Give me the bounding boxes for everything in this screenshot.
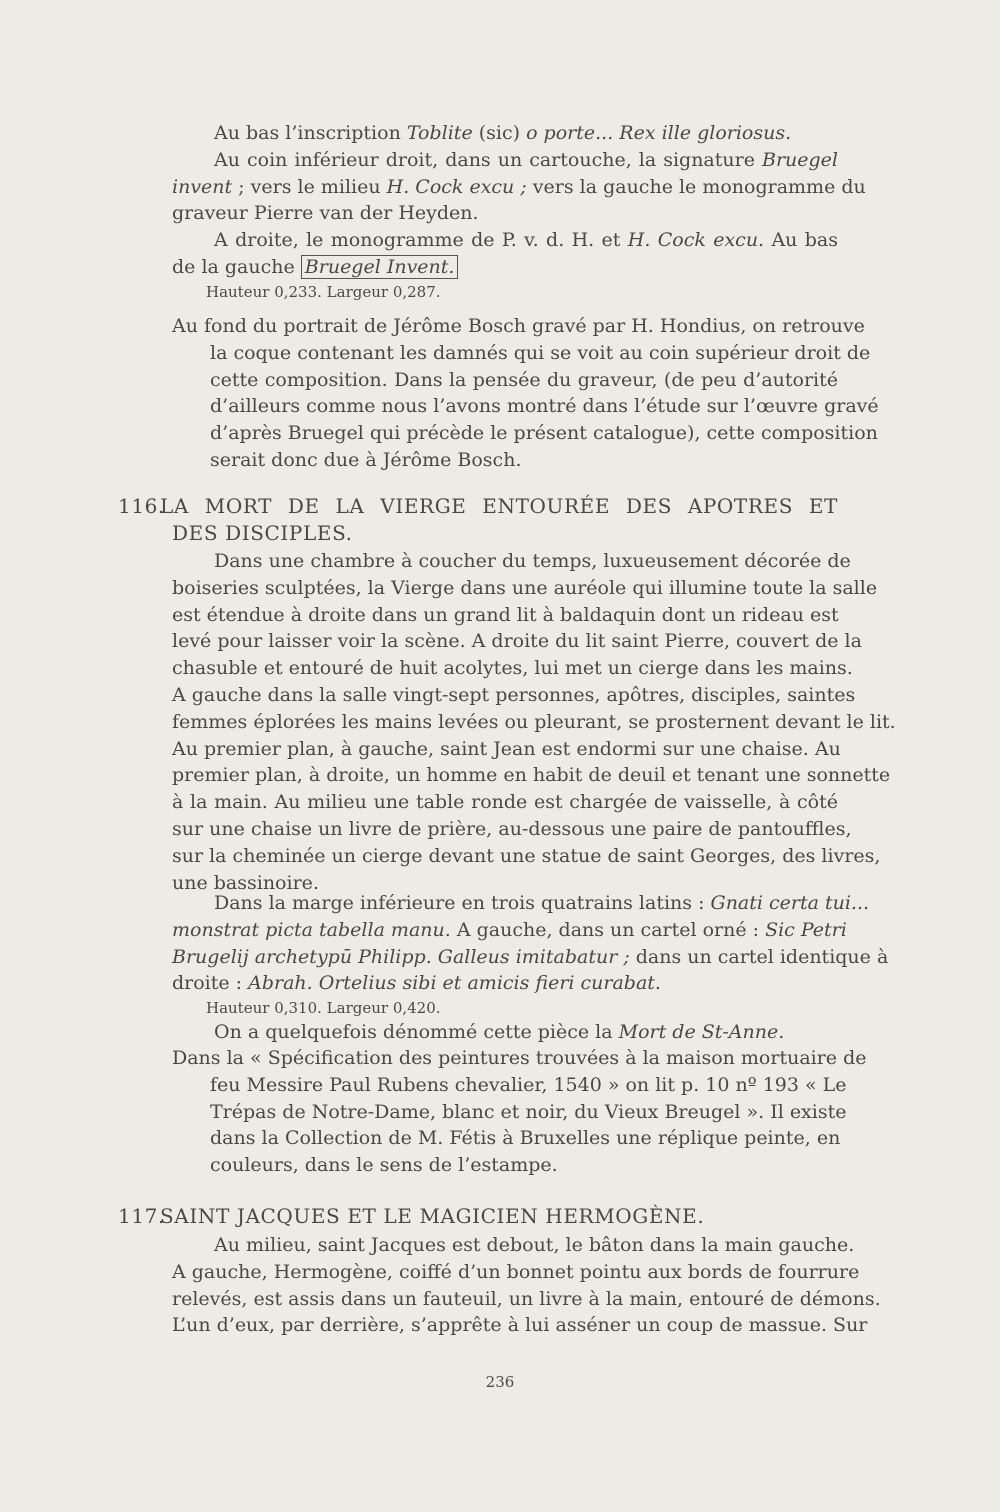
text-line: une bassinoire.: [172, 871, 319, 894]
text-line: On a quelquefois dénommé cette pièce la Mort de St-Anne.: [214, 1021, 785, 1044]
text-line: sur une chaise un livre de prière, au-dessous une paire de pantouffles,: [172, 817, 852, 840]
text-line: invent ; vers le milieu H. Cock excu ; vers la gauche le monogramme du: [172, 175, 866, 198]
text-line: Dans la marge inférieure en trois quatrains latins : Gnati certa tui...: [214, 892, 870, 914]
entry-title: 116.LA MORT DE LA VIERGE ENTOURÉE DES APOTRES ET: [118, 494, 838, 518]
text-line: A gauche, Hermogène, coiffé d’un bonnet pointu aux bords de fourrure: [172, 1260, 860, 1283]
text-line: Dans une chambre à coucher du temps, luxueusement décorée de: [214, 550, 851, 572]
text-line: premier plan, à droite, un homme en habit de deuil et tenant une sonnette: [172, 764, 891, 787]
text-line: dans la Collection de M. Fétis à Bruxelles une réplique peinte, en: [210, 1127, 841, 1150]
intro-block: [172, 120, 866, 303]
text-line: d’après Bruegel qui précède le présent catalogue), cette composition: [210, 422, 878, 445]
text-line: levé pour laisser voir la scène. A droite du lit saint Pierre, couvert de la: [172, 630, 862, 653]
entry-116-description: [172, 548, 896, 896]
text-line: A droite, le monogramme de P. v. d. H. et H. Cock excu. Au bas: [214, 229, 838, 252]
text-line: Au bas l’inscription Toblite (sic) o porte... Rex ille gloriosus.: [214, 122, 792, 144]
text-line: couleurs, dans le sens de l’estampe.: [210, 1154, 558, 1177]
text-line: à la main. Au milieu une table ronde est chargée de vaisselle, à côté: [172, 791, 838, 814]
entry-title: DES DISCIPLES.: [172, 520, 353, 545]
entry-116-inscriptions: [172, 890, 889, 1046]
text-line: chasuble et entouré de huit acolytes, lui met un cierge dans les mains.: [172, 657, 853, 680]
text-line: Brugelij archetypū Philipp. Galleus imitabatur ; dans un cartel identique à: [172, 945, 889, 968]
text-line: L’un d’eux, par derrière, s’apprête à lui asséner un coup de massue. Sur: [172, 1314, 868, 1337]
text-line: d’ailleurs comme nous l’avons montré dans l’étude sur l’œuvre gravé: [210, 395, 879, 418]
dimensions: Hauteur 0,233. Largeur 0,287.: [206, 282, 441, 301]
text-line: Au milieu, saint Jacques est debout, le bâton dans la main gauche.: [214, 1234, 855, 1256]
text-line: la coque contenant les damnés qui se voit au coin supérieur droit de: [210, 341, 871, 364]
entry-116-heading: [118, 493, 838, 547]
boxed-inscription: Bruegel Invent.: [301, 255, 459, 279]
text-line: Trépas de Notre-Dame, blanc et noir, du Vieux Breugel ». Il existe: [210, 1100, 847, 1123]
text-line: feu Messire Paul Rubens chevalier, 1540 » on lit p. 10 nº 193 « Le: [210, 1073, 847, 1096]
entry-117-heading: [118, 1203, 838, 1230]
text-line: Au premier plan, à gauche, saint Jean est endormi sur une chaise. Au: [172, 737, 841, 760]
entry-117-description: [172, 1232, 881, 1339]
text-line: cette composition. Dans la pensée du graveur, (de peu d’autorité: [210, 368, 838, 391]
text-line: droite : Abrah. Ortelius sibi et amicis fieri curabat.: [172, 972, 661, 995]
dimensions: Hauteur 0,310. Largeur 0,420.: [206, 999, 441, 1018]
text-line: Au fond du portrait de Jérôme Bosch gravé par H. Hondius, on retrouve: [172, 315, 865, 337]
text-line: Au coin inférieur droit, dans un cartouche, la signature Bruegel: [214, 148, 838, 171]
entry-number: 116.: [118, 494, 165, 518]
text-line: est étendue à droite dans un grand lit à baldaquin dont un rideau est: [172, 603, 839, 626]
entry-116-note: [172, 1045, 867, 1179]
text-line: serait donc due à Jérôme Bosch.: [210, 448, 522, 471]
entry-number: 117.: [118, 1204, 165, 1228]
text-line: sur la cheminée un cierge devant une statue de saint Georges, des livres,: [172, 844, 881, 867]
text-line: de la gauche Bruegel Invent.: [172, 254, 838, 281]
note-bosch: [172, 313, 879, 474]
text-line: relevés, est assis dans un fauteuil, un livre à la main, entouré de démons.: [172, 1287, 881, 1310]
text-line: A gauche dans la salle vingt-sept personnes, apôtres, disciples, saintes: [172, 683, 856, 706]
page-number: 236: [485, 1373, 515, 1391]
text-line: femmes éplorées les mains levées ou pleurant, se prosternent devant le lit.: [172, 710, 896, 733]
text-line: monstrat picta tabella manu. A gauche, dans un cartel orné : Sic Petri: [172, 918, 847, 941]
text-line: Dans la « Spécification des peintures trouvées à la maison mortuaire de: [172, 1047, 867, 1069]
text-line: graveur Pierre van der Heyden.: [172, 202, 479, 225]
text-line: boiseries sculptées, la Vierge dans une auréole qui illumine toute la salle: [172, 576, 878, 599]
entry-title: 117.SAINT JACQUES ET LE MAGICIEN HERMOGÈNE.: [118, 1204, 705, 1228]
